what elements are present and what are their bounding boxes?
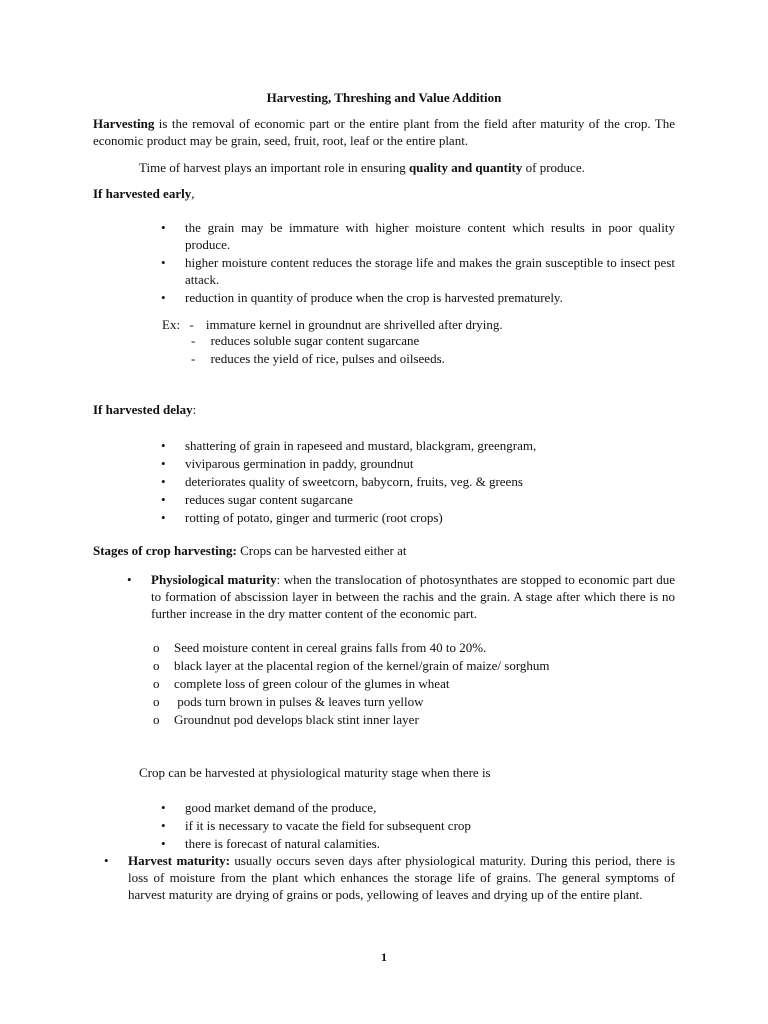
delay-bullet-text: shattering of grain in rapeseed and mustard, blackgram, greengram, — [185, 438, 537, 453]
physiological-point-text: black layer at the placental region of the kernel/grain of maize/ sorghum — [174, 658, 550, 673]
stages-heading-text: Stages of crop harvesting: — [93, 543, 237, 558]
circle-bullet-icon: o — [153, 658, 160, 673]
physiological-point-text: pods turn brown in pulses & leaves turn yellow — [174, 694, 424, 709]
page-title: Harvesting, Threshing and Value Addition — [266, 90, 502, 105]
early-bullet-text: higher moisture content reduces the storage life and makes the grain susceptible to insect pest attack. — [185, 255, 675, 287]
circle-bullet-icon: o — [153, 640, 160, 655]
list-item — [161, 289, 675, 306]
delay-bullet-text: deteriorates quality of sweetcorn, babycorn, fruits, veg. & greens — [185, 474, 523, 489]
dash-icon: - — [189, 317, 194, 332]
list-item — [153, 675, 674, 692]
bullet-icon: • — [127, 572, 132, 587]
bullet-icon: • — [161, 510, 166, 525]
crop-paragraph: Crop can be harvested at physiological maturity stage when there is — [139, 765, 491, 780]
list-item — [153, 657, 674, 674]
bullet-icon: • — [161, 438, 166, 453]
list-item — [153, 693, 674, 710]
dash-icon: - — [191, 333, 196, 348]
intro-text: is the removal of economic part or the entire plant from the field after maturity of the crop. The economic product may be grain, seed, fruit, root, leaf or the entire plant. — [93, 116, 675, 148]
circle-bullet-icon: o — [153, 694, 160, 709]
delay-heading-text: If harvested delay — [93, 402, 193, 417]
bullet-icon: • — [161, 220, 166, 235]
example-row — [191, 350, 445, 367]
early-heading — [93, 185, 194, 202]
early-bullet-list — [161, 219, 675, 307]
example-label: Ex: — [162, 317, 181, 332]
physiological-points — [153, 639, 674, 729]
list-item — [161, 835, 675, 852]
delay-bullet-text: viviparous germination in paddy, groundnut — [185, 456, 414, 471]
bullet-icon: • — [161, 290, 166, 305]
bullet-icon: • — [104, 853, 109, 868]
list-item — [161, 509, 675, 526]
page-number: 1 — [381, 950, 387, 964]
harvest-text: usually occurs seven days after physiological maturity. During this period, there is loss of moisture from the plant which enhances the storage life of grains. The general symptoms of harvest maturity are drying of grains or pods, yellowing of leaves and drying up of the entire plant. — [128, 853, 675, 902]
crop-bullet-list — [161, 799, 675, 853]
circle-bullet-icon: o — [153, 676, 160, 691]
list-item — [153, 711, 674, 728]
physiological-point-text: Groundnut pod develops black stint inner layer — [174, 712, 419, 727]
physiological-point-text: complete loss of green colour of the glumes in wheat — [174, 676, 450, 691]
intro-term: Harvesting — [93, 116, 155, 131]
bullet-icon: • — [161, 836, 166, 851]
list-item — [161, 437, 675, 454]
time-bold: quality and quantity — [408, 160, 523, 175]
time-suffix: of produce. — [522, 160, 585, 175]
stages-heading-suffix: Crops can be harvested either at — [236, 543, 407, 558]
crop-bullet-text: good market demand of the produce, — [185, 800, 377, 815]
delay-heading-suffix: : — [192, 402, 197, 417]
time-paragraph — [139, 159, 679, 176]
delay-bullet-text: reduces sugar content sugarcane — [185, 492, 353, 507]
early-bullet-text: reduction in quantity of produce when the crop is harvested prematurely. — [185, 290, 563, 305]
list-item — [161, 455, 675, 472]
delay-bullet-text: rotting of potato, ginger and turmeric (root crops) — [185, 510, 443, 525]
delay-heading — [93, 401, 196, 418]
harvest-maturity-list — [104, 852, 675, 904]
early-heading-text: If harvested early — [93, 186, 192, 201]
harvest-term: Harvest maturity: — [128, 853, 230, 868]
early-bullet-text: the grain may be immature with higher moisture content which results in poor quality produce. — [185, 220, 675, 252]
physiological-point-text: Seed moisture content in cereal grains falls from 40 to 20%. — [174, 640, 487, 655]
crop-bullet-text: there is forecast of natural calamities. — [185, 836, 380, 851]
physiological-text: : when the translocation of photosynthates are stopped to economic part due to formation of abscission layer in between the rachis and the grain. A stage after which there is no further increase in the dry matter content of the economic part. — [151, 572, 676, 621]
example-row — [162, 316, 503, 333]
list-item — [161, 491, 675, 508]
early-heading-suffix: , — [191, 186, 195, 201]
example-row — [191, 332, 419, 349]
example-text: immature kernel in groundnut are shrivelled after drying. — [205, 317, 503, 332]
list-item — [161, 254, 675, 288]
crop-bullet-text: if it is necessary to vacate the field for subsequent crop — [185, 818, 471, 833]
time-prefix: Time of harvest plays an important role in ensuring — [139, 160, 409, 175]
list-item — [127, 571, 676, 622]
bullet-icon: • — [161, 456, 166, 471]
bullet-icon: • — [161, 474, 166, 489]
intro-paragraph — [93, 115, 675, 149]
bullet-icon: • — [161, 255, 166, 270]
list-item — [161, 799, 675, 816]
physiological-list — [127, 571, 676, 623]
bullet-icon: • — [161, 492, 166, 507]
list-item — [161, 473, 675, 490]
list-item — [153, 639, 674, 656]
physiological-term: Physiological maturity — [151, 572, 277, 587]
dash-icon: - — [191, 351, 196, 366]
list-item — [161, 219, 675, 253]
circle-bullet-icon: o — [153, 712, 160, 727]
bullet-icon: • — [161, 800, 166, 815]
delay-bullet-list — [161, 437, 675, 527]
stages-heading — [93, 542, 407, 559]
example-text: reduces soluble sugar content sugarcane — [210, 333, 420, 348]
list-item — [161, 817, 675, 834]
bullet-icon: • — [161, 818, 166, 833]
list-item — [104, 852, 675, 903]
example-text: reduces the yield of rice, pulses and oilseeds. — [210, 351, 445, 366]
